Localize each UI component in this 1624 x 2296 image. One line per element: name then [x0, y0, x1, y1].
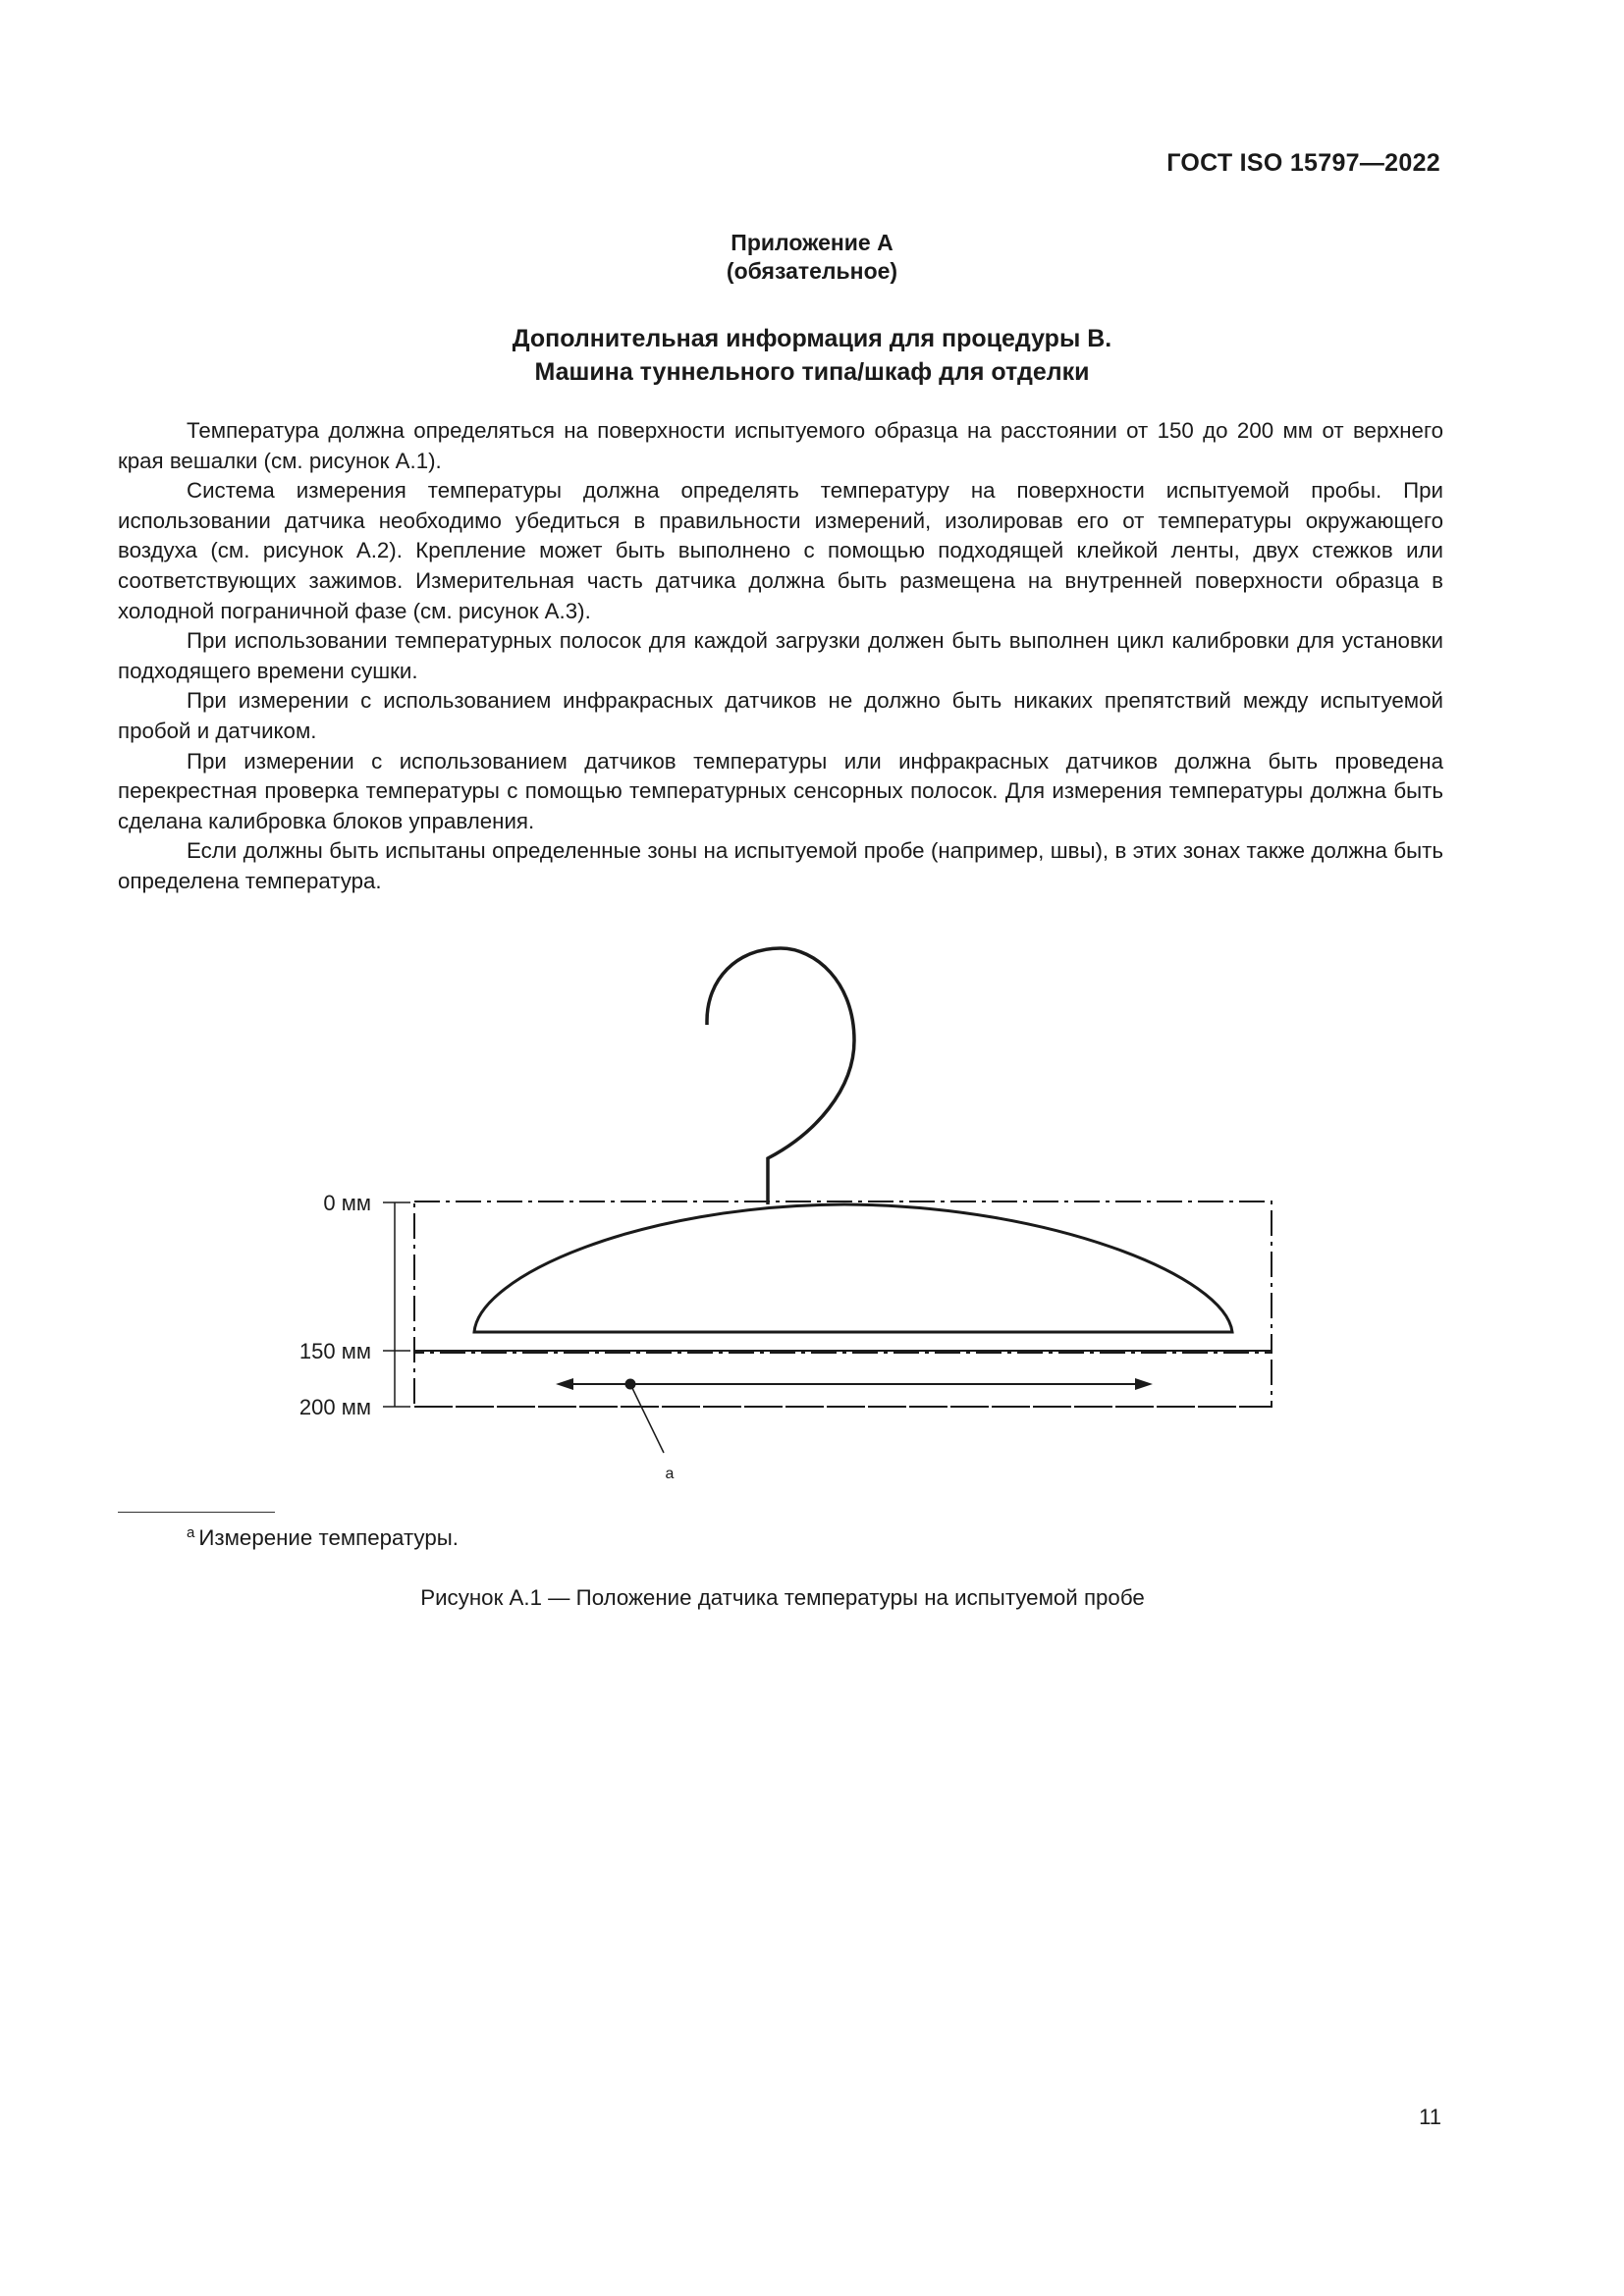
- figure-caption: Рисунок А.1 — Положение датчика температуры на испытуемой пробе: [420, 1585, 1145, 1610]
- hanger-hook: [707, 948, 854, 1204]
- hanger-diagram: [265, 923, 1296, 1492]
- paragraph-6: Если должны быть испытаны определенные зоны на испытуемой пробе (например, швы), в этих зонах также должна быть определена температура.: [118, 838, 1443, 893]
- hanger-body: [474, 1204, 1232, 1332]
- callout-leader: [630, 1384, 664, 1453]
- paragraph-1: Температура должна определяться на поверхности испытуемого образца на расстоянии от 150 до 200 мм от верхнего края вешалки (см. рисунок А.1).: [118, 418, 1443, 473]
- body-text: [118, 416, 1443, 897]
- annex-status: (обязательное): [726, 258, 898, 284]
- standard-code: ГОСТ ISO 15797—2022: [1166, 149, 1440, 177]
- footnote-marker: a: [187, 1524, 195, 1541]
- paragraph-4: При измерении с использованием инфракрасных датчиков не должно быть никаких препятствий между испытуемой пробой и датчиком.: [118, 688, 1443, 743]
- page-number: 11: [1419, 2105, 1441, 2129]
- annex-title: Приложение А: [731, 230, 893, 255]
- footnote-text: Измерение температуры.: [198, 1525, 459, 1550]
- label-0-mm: 0 мм: [323, 1191, 371, 1215]
- figure-a1: [265, 923, 1296, 1497]
- arrow-head-left-icon: [556, 1378, 573, 1390]
- measurement-zone: [414, 1201, 1272, 1353]
- sensor-point-icon: [625, 1379, 636, 1390]
- annex-heading: [0, 229, 1624, 286]
- section-title: [0, 322, 1624, 389]
- section-title-line-1: Дополнительная информация для процедуры В.: [512, 325, 1112, 352]
- arrow-head-right-icon: [1135, 1378, 1153, 1390]
- paragraph-3: При использовании температурных полосок для каждой загрузки должен быть выполнен цикл калибровки для установки подходящего времени сушки.: [118, 628, 1443, 683]
- label-150-mm: 150 мм: [298, 1339, 371, 1363]
- footnote-divider: [118, 1512, 275, 1513]
- label-200-mm: 200 мм: [298, 1395, 371, 1419]
- section-title-line-2: Машина туннельного типа/шкаф для отделки: [534, 358, 1090, 386]
- footnote: [187, 1524, 459, 1551]
- callout-label: a: [665, 1466, 675, 1482]
- paragraph-5: При измерении с использованием датчиков температуры или инфракрасных датчиков должна быть проведена перекрестная проверка температуры с помощью температурных сенсорных полосок. Для измерения температуры должна быть сделана калибровка блоков управления.: [118, 748, 1443, 833]
- paragraph-2: Система измерения температуры должна определять температуру на поверхности испытуемой пробы. При использовании датчика необходимо убедиться в правильности измерений, изолировав его от температуры окружающего воздуха (см. рисунок А.2). Крепление может быть выполнено с помощью подходящей клейкой ленты, двух стежков или соответствующих зажимов. Измерительная часть датчика должна быть размещена на внутренней поверхности образца в холодной пограничной фазе (см. рисунок А.3).: [118, 478, 1443, 623]
